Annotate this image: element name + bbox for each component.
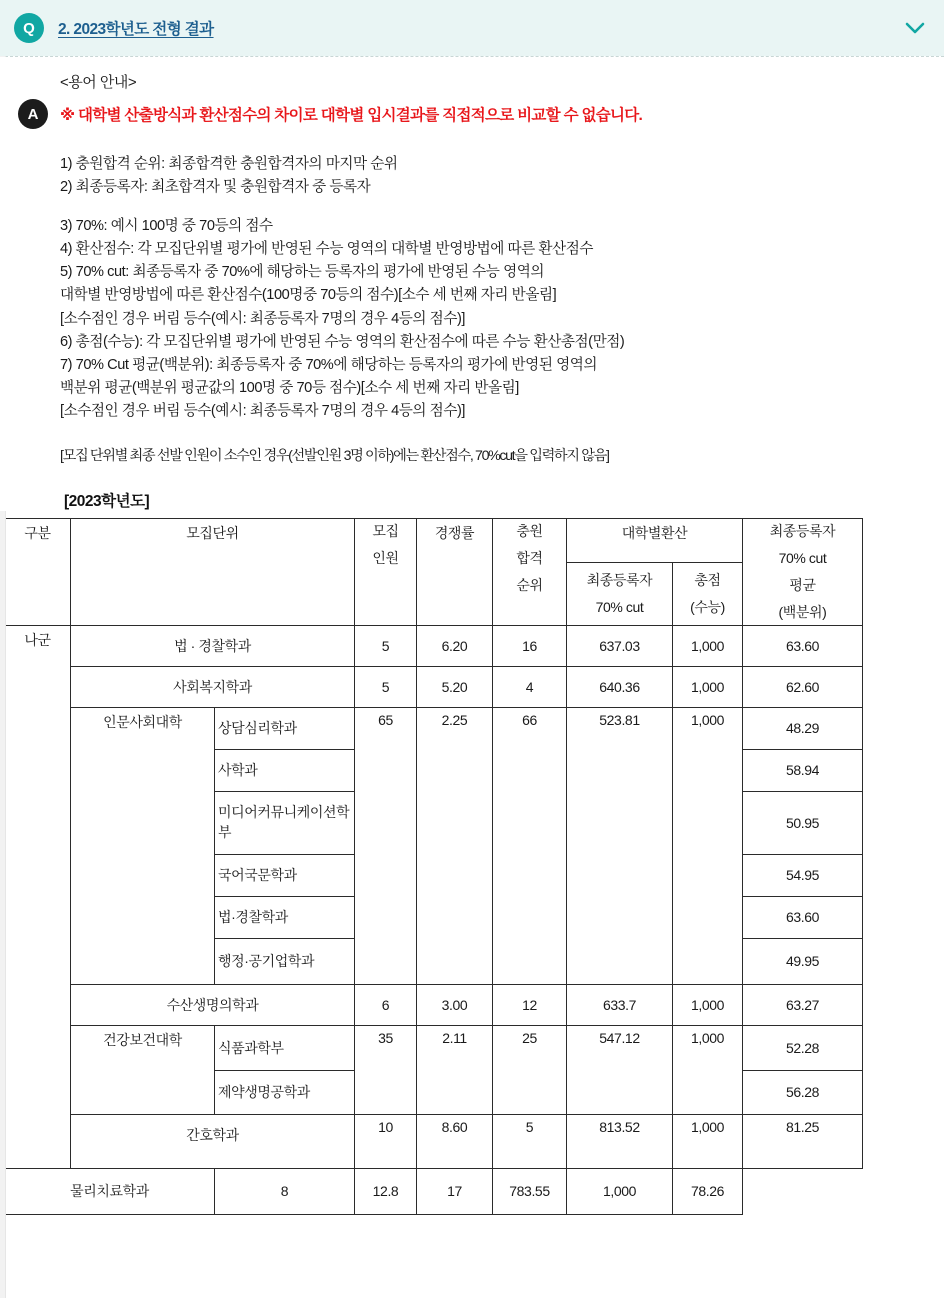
cell-cut: 637.03 bbox=[567, 625, 673, 666]
cell-dept: 수산생명의학과 bbox=[71, 984, 355, 1025]
note-line: 5) 70% cut: 최종등록자 중 70%에 해당하는 등록자의 평가에 반영된 수능 영역의 bbox=[60, 264, 545, 281]
cell-rank: 5 bbox=[493, 1114, 567, 1168]
question-badge: Q bbox=[14, 13, 44, 43]
cell-avg: 78.26 bbox=[673, 1168, 743, 1214]
cell-total: 1,000 bbox=[673, 707, 743, 984]
table-year-label: [2023학년도] bbox=[64, 493, 150, 511]
cell-avg: 63.60 bbox=[743, 625, 863, 666]
cell-rank: 25 bbox=[493, 1025, 567, 1114]
cell-rank: 16 bbox=[493, 625, 567, 666]
cell-avg: 81.25 bbox=[743, 1114, 863, 1168]
table-row bbox=[5, 666, 863, 707]
cell-quota: 35 bbox=[355, 1025, 417, 1114]
cell-dept: 사학과 bbox=[215, 749, 355, 791]
cell-avg: 63.27 bbox=[743, 984, 863, 1025]
th-line: (백분위) bbox=[778, 604, 827, 621]
cell-dept: 미디어커뮤니케이션학부 bbox=[215, 791, 355, 854]
cell-rank: 12 bbox=[493, 984, 567, 1025]
table-row bbox=[5, 984, 863, 1025]
th-line: 최종등록자 bbox=[586, 572, 653, 589]
table-row bbox=[5, 707, 863, 749]
cell-dept: 행정·공기업학과 bbox=[215, 938, 355, 984]
th-mojip-danwi: 모집단위 bbox=[71, 519, 355, 625]
answer-badge: A bbox=[18, 99, 48, 129]
cell-dept: 국어국문학과 bbox=[215, 854, 355, 896]
cell-dept: 법 · 경찰학과 bbox=[71, 625, 355, 666]
cell-dept: 제약생명공학과 bbox=[215, 1070, 355, 1114]
cell-cut: 783.55 bbox=[493, 1168, 567, 1214]
faq-question-title[interactable]: 2. 2023학년도 전형 결과 bbox=[58, 21, 214, 38]
cell-dept: 물리치료학과 bbox=[5, 1168, 215, 1214]
spacer bbox=[60, 135, 914, 153]
cell-total: 1,000 bbox=[673, 1025, 743, 1114]
spacer bbox=[60, 199, 914, 215]
cell-total: 1,000 bbox=[673, 1114, 743, 1168]
footnote-line: [모집 단위별 최종 선발 인원이 소수인 경우(선발인원 3명 이하)에는 환산점수, 70%cut을 입력하지 않음] bbox=[60, 447, 609, 464]
cell-total: 1,000 bbox=[673, 984, 743, 1025]
answer-content bbox=[60, 71, 924, 511]
cell-total: 1,000 bbox=[673, 666, 743, 707]
table-row bbox=[5, 1114, 863, 1168]
note-line: 6) 총점(수능): 각 모집단위별 평가에 반영된 수능 영역의 환산점수에 따른 수능 환산총점(만점) bbox=[60, 333, 625, 350]
cell-avg: 52.28 bbox=[743, 1025, 863, 1070]
table-row bbox=[5, 1025, 863, 1070]
cell-quota: 65 bbox=[355, 707, 417, 984]
th-line: 총점 bbox=[694, 572, 721, 589]
th-gyeongjaengryul: 경쟁률 bbox=[417, 519, 493, 625]
cell-quota: 10 bbox=[355, 1114, 417, 1168]
th-line: (수능) bbox=[690, 599, 725, 616]
note-line: [소수점인 경우 버림 등수(예시: 최종등록자 7명의 경우 4등의 점수)] bbox=[60, 310, 465, 327]
note-line: 백분위 평균(백분위 평균값의 100명 중 70등 점수)[소수 세 번째 자리 반올림] bbox=[60, 379, 519, 396]
note-line: 1) 충원합격 순위: 최종합격한 충원합격자의 마지막 순위 bbox=[60, 156, 398, 173]
th-line: 인원 bbox=[372, 550, 399, 567]
cell-gubun: 나군 bbox=[5, 625, 71, 1168]
cell-cut: 523.81 bbox=[567, 707, 673, 984]
note-line: 2) 최종등록자: 최초합격자 및 충원합격자 중 등록자 bbox=[60, 179, 371, 196]
cell-rank: 66 bbox=[493, 707, 567, 984]
note-line: [소수점인 경우 버림 등수(예시: 최종등록자 7명의 경우 4등의 점수)] bbox=[60, 402, 465, 419]
cell-avg: 48.29 bbox=[743, 707, 863, 749]
th-final-70cut bbox=[567, 563, 673, 625]
th-daehak-hwansan: 대학별환산 bbox=[567, 519, 743, 563]
table-header-row bbox=[5, 519, 863, 563]
cell-quota: 8 bbox=[215, 1168, 355, 1214]
warning-notice: ※ 대학별 산출방식과 환산점수의 차이로 대학별 입시결과를 직접적으로 비교할 수 없습니다. bbox=[60, 107, 643, 124]
chevron-down-icon[interactable] bbox=[902, 15, 928, 41]
cell-total: 1,000 bbox=[673, 625, 743, 666]
cell-ratio: 2.25 bbox=[417, 707, 493, 984]
cell-ratio: 3.00 bbox=[417, 984, 493, 1025]
cell-ratio: 8.60 bbox=[417, 1114, 493, 1168]
cell-ratio: 5.20 bbox=[417, 666, 493, 707]
th-chungwon bbox=[493, 519, 567, 625]
th-line: 70% cut bbox=[595, 599, 644, 616]
cell-avg: 54.95 bbox=[743, 854, 863, 896]
cell-dept: 상담심리학과 bbox=[215, 707, 355, 749]
cell-quota: 5 bbox=[355, 666, 417, 707]
cell-cut: 640.36 bbox=[567, 666, 673, 707]
th-mojip-inwon bbox=[355, 519, 417, 625]
th-line: 합격 bbox=[516, 550, 543, 567]
th-line: 충원 bbox=[516, 523, 543, 540]
cell-dept: 사회복지학과 bbox=[71, 666, 355, 707]
th-chongjeom bbox=[673, 563, 743, 625]
th-line: 순위 bbox=[516, 577, 543, 594]
cell-ratio: 2.11 bbox=[417, 1025, 493, 1114]
cell-college: 인문사회대학 bbox=[71, 707, 215, 984]
cell-avg: 58.94 bbox=[743, 749, 863, 791]
cell-rank: 17 bbox=[417, 1168, 493, 1214]
cell-dept: 식품과학부 bbox=[215, 1025, 355, 1070]
cell-cut: 547.12 bbox=[567, 1025, 673, 1114]
cell-college: 건강보건대학 bbox=[71, 1025, 215, 1114]
cell-dept: 간호학과 bbox=[71, 1114, 355, 1168]
note-line: 3) 70%: 예시 100명 중 70등의 점수 bbox=[60, 218, 273, 235]
note-line: 대학별 반영방법에 따른 환산점수(100명중 70등의 점수)[소수 세 번째 자리 반올림] bbox=[60, 287, 557, 304]
cell-avg: 50.95 bbox=[743, 791, 863, 854]
cell-avg: 49.95 bbox=[743, 938, 863, 984]
cell-rank: 4 bbox=[493, 666, 567, 707]
th-line: 최종등록자 bbox=[769, 523, 836, 540]
th-line: 평균 bbox=[789, 577, 816, 594]
faq-question-header[interactable] bbox=[0, 0, 944, 56]
cell-ratio: 6.20 bbox=[417, 625, 493, 666]
cell-avg: 62.60 bbox=[743, 666, 863, 707]
cell-dept: 법·경찰학과 bbox=[215, 896, 355, 938]
cell-total: 1,000 bbox=[567, 1168, 673, 1214]
cell-ratio: 12.8 bbox=[355, 1168, 417, 1214]
admission-results-table bbox=[4, 518, 863, 1214]
th-line: 모집 bbox=[372, 523, 399, 540]
cell-cut: 633.7 bbox=[567, 984, 673, 1025]
table-row bbox=[5, 625, 863, 666]
th-gubun: 구분 bbox=[5, 519, 71, 625]
cell-cut: 813.52 bbox=[567, 1114, 673, 1168]
cell-quota: 6 bbox=[355, 984, 417, 1025]
spacer bbox=[60, 467, 914, 489]
note-line: 7) 70% Cut 평균(백분위): 최종등록자 중 70%에 해당하는 등록자의 평가에 반영된 영역의 bbox=[60, 356, 598, 373]
cell-avg: 56.28 bbox=[743, 1070, 863, 1114]
th-line: 70% cut bbox=[778, 550, 827, 567]
cell-avg: 63.60 bbox=[743, 896, 863, 938]
cell-quota: 5 bbox=[355, 625, 417, 666]
faq-answer-body bbox=[0, 57, 944, 511]
spacer bbox=[60, 423, 914, 445]
note-line: 4) 환산점수: 각 모집단위별 평가에 반영된 수능 영역의 대학별 반영방법에 따른 환산점수 bbox=[60, 241, 593, 258]
term-guide-title: <용어 안내> bbox=[60, 74, 137, 91]
table-row bbox=[5, 1168, 863, 1214]
th-final-avg bbox=[743, 519, 863, 625]
